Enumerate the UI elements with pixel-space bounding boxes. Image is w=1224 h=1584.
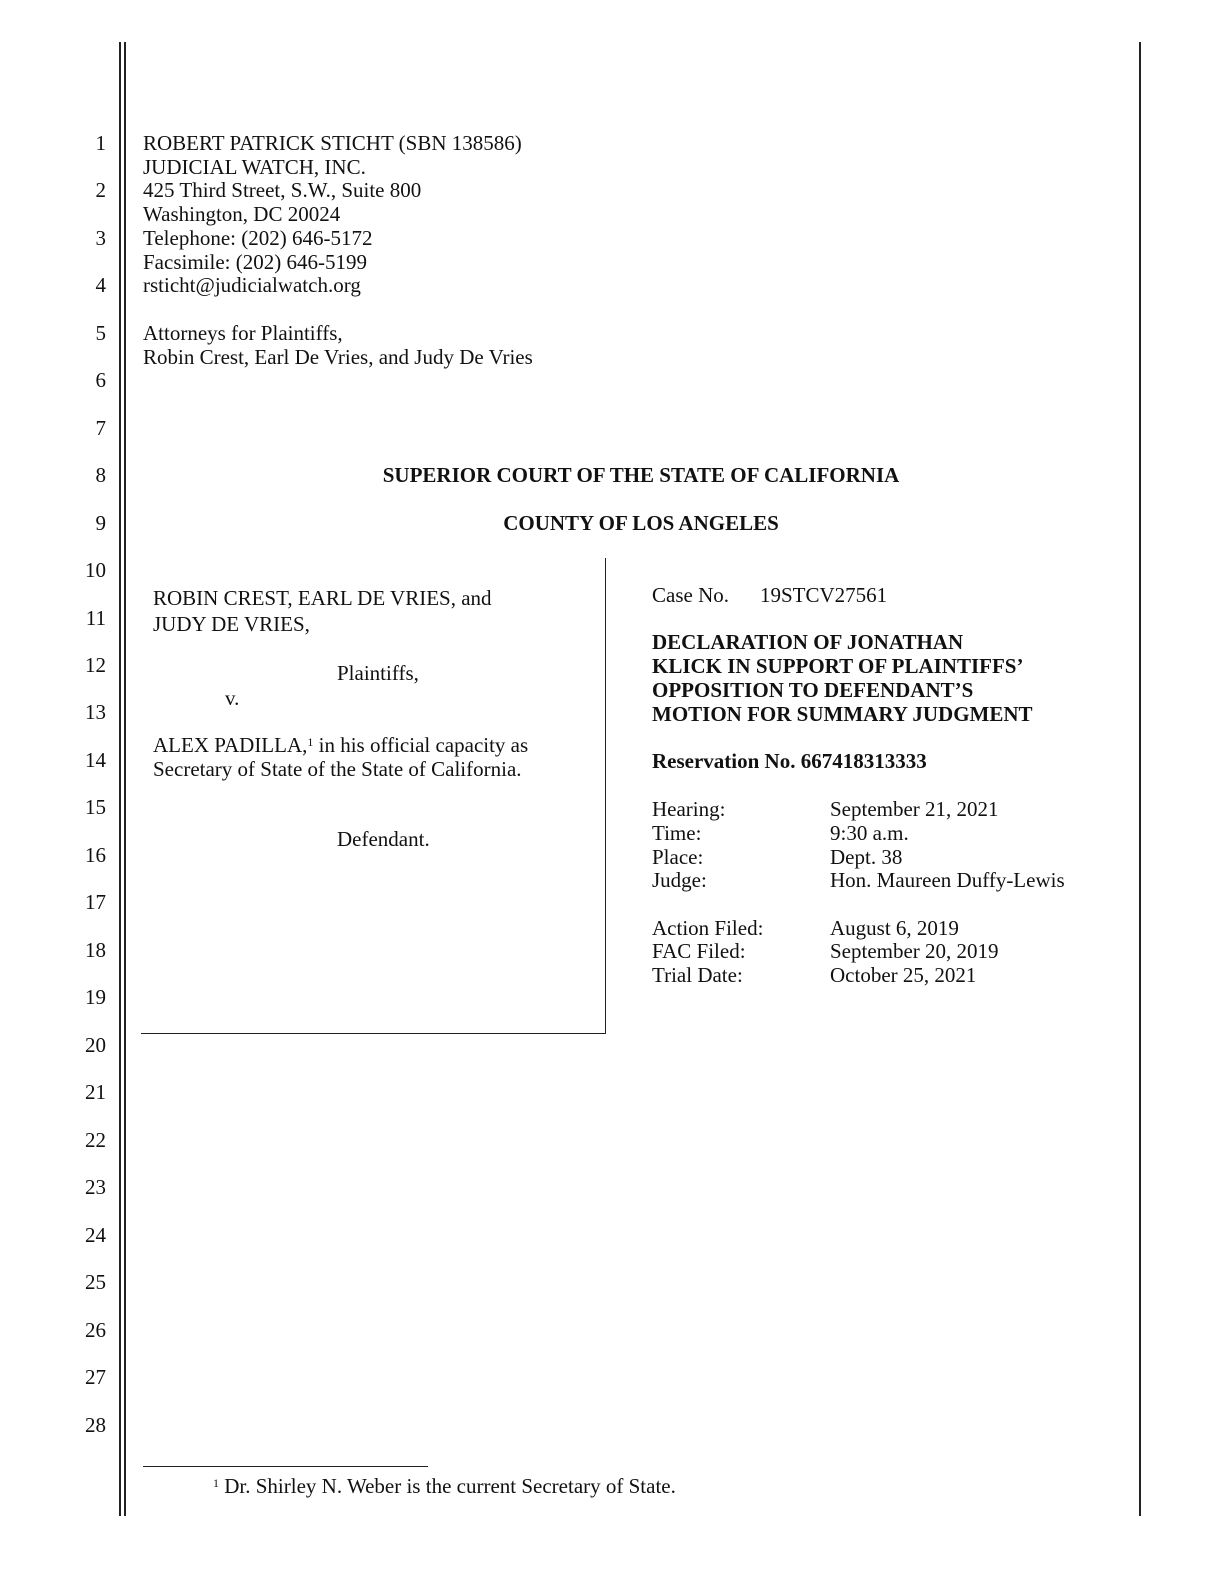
action-filed-value: August 6, 2019 <box>830 916 959 940</box>
footnote-separator <box>143 1466 428 1467</box>
caption-divider-vertical <box>605 558 606 1034</box>
line-number: 19 <box>85 985 106 1009</box>
firm-name: JUDICIAL WATCH, INC. <box>143 155 366 179</box>
line-number: 16 <box>85 843 106 867</box>
line-number: 7 <box>95 416 106 440</box>
line-number: 14 <box>85 748 106 772</box>
line-number: 1 <box>95 131 106 155</box>
line-number: 9 <box>95 511 106 535</box>
document-title: KLICK IN SUPPORT OF PLAINTIFFS’ <box>652 654 1024 678</box>
court-county: COUNTY OF LOS ANGELES <box>503 511 779 535</box>
line-number: 5 <box>95 321 106 345</box>
plaintiffs-names: JUDY DE VRIES, <box>153 612 310 636</box>
plaintiffs-names: ROBIN CREST, EARL DE VRIES, and <box>153 586 492 610</box>
trial-date-value: October 25, 2021 <box>830 963 977 987</box>
defendant-capacity: in his official capacity as <box>313 733 529 757</box>
right-margin-rule <box>1139 42 1141 1516</box>
line-number: 2 <box>95 178 106 202</box>
plaintiffs-label: Plaintiffs, <box>337 661 419 685</box>
caption-divider-horizontal <box>141 1033 606 1034</box>
line-number: 6 <box>95 368 106 392</box>
line-number: 15 <box>85 795 106 819</box>
versus: v. <box>225 686 240 710</box>
footnote-marker: 1 <box>213 1476 219 1490</box>
court-name: SUPERIOR COURT OF THE STATE OF CALIFORNIA <box>382 463 900 487</box>
line-number: 28 <box>85 1413 106 1437</box>
line-number: 27 <box>85 1365 106 1389</box>
line-number: 26 <box>85 1318 106 1342</box>
firm-address-street: 425 Third Street, S.W., Suite 800 <box>143 178 422 202</box>
line-number: 20 <box>85 1033 106 1057</box>
line-number: 25 <box>85 1270 106 1294</box>
line-number: 4 <box>95 273 106 297</box>
left-margin-rule-outer <box>119 42 121 1516</box>
fac-filed-label: FAC Filed: <box>652 939 746 963</box>
hearing-label: Hearing: <box>652 797 726 821</box>
line-number: 24 <box>85 1223 106 1247</box>
line-number: 22 <box>85 1128 106 1152</box>
footnote-reference: 1 <box>307 735 314 749</box>
line-number: 18 <box>85 938 106 962</box>
line-number: 3 <box>95 226 106 250</box>
place-label: Place: <box>652 845 704 869</box>
defendant-label: Defendant. <box>337 827 430 851</box>
defendant-name <box>153 733 528 757</box>
trial-date-label: Trial Date: <box>652 963 743 987</box>
attorneys-for-parties: Robin Crest, Earl De Vries, and Judy De Vries <box>143 345 533 369</box>
left-margin-rule-inner <box>124 42 126 1516</box>
line-number: 13 <box>85 700 106 724</box>
judge-label: Judge: <box>652 868 707 892</box>
line-number: 11 <box>85 606 106 630</box>
time-value: 9:30 a.m. <box>830 821 909 845</box>
defendant-capacity-continued: Secretary of State of the State of California. <box>153 757 522 781</box>
defendant-name-text: ALEX PADILLA, <box>153 733 308 757</box>
document-title: DECLARATION OF JONATHAN <box>652 630 964 654</box>
firm-facsimile: Facsimile: (202) 646-5199 <box>143 250 367 274</box>
action-filed-label: Action Filed: <box>652 916 764 940</box>
time-label: Time: <box>652 821 702 845</box>
fac-filed-value: September 20, 2019 <box>830 939 999 963</box>
footnote <box>213 1474 676 1498</box>
line-number: 8 <box>95 463 106 487</box>
judge-value: Hon. Maureen Duffy-Lewis <box>830 868 1065 892</box>
footnote-text: Dr. Shirley N. Weber is the current Secretary of State. <box>219 1474 676 1498</box>
attorneys-for-label: Attorneys for Plaintiffs, <box>143 321 343 345</box>
document-title: MOTION FOR SUMMARY JUDGMENT <box>652 702 1033 726</box>
attorney-email: rsticht@judicialwatch.org <box>143 273 361 297</box>
firm-address-city: Washington, DC 20024 <box>143 202 341 226</box>
firm-telephone: Telephone: (202) 646-5172 <box>143 226 373 250</box>
case-number: 19STCV27561 <box>760 583 888 607</box>
case-number-label: Case No. <box>652 583 729 607</box>
place-value: Dept. 38 <box>830 845 903 869</box>
line-number: 21 <box>85 1080 106 1104</box>
line-number: 12 <box>85 653 106 677</box>
line-number: 17 <box>85 890 106 914</box>
hearing-value: September 21, 2021 <box>830 797 999 821</box>
attorney-name: ROBERT PATRICK STICHT (SBN 138586) <box>143 131 522 155</box>
document-title: OPPOSITION TO DEFENDANT’S <box>652 678 974 702</box>
reservation-number: Reservation No. 667418313333 <box>652 749 927 773</box>
line-number: 23 <box>85 1175 106 1199</box>
line-number: 10 <box>85 558 106 582</box>
